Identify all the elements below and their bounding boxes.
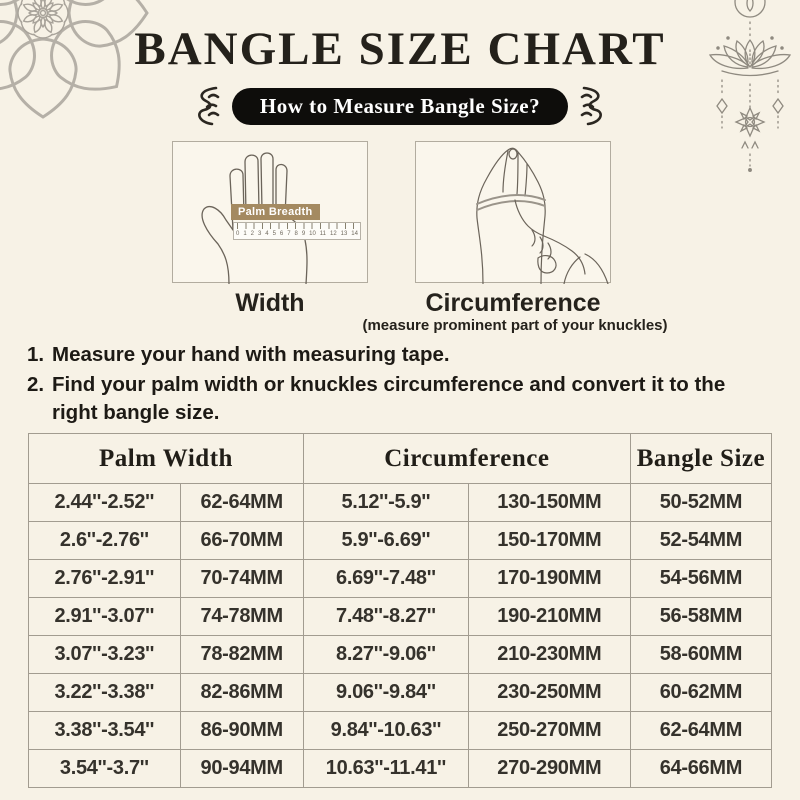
badge-row [0,84,800,128]
hand-circumference-illustration-icon [416,142,612,284]
size-cell: 190-210MM [468,598,630,636]
header-circumference: Circumference [303,434,630,484]
size-cell: 9.84''-10.63'' [303,712,468,750]
page-title: BANGLE SIZE CHART [134,23,666,75]
ruler-number: 0 [236,231,240,237]
size-cell: 52-54MM [630,522,771,560]
ruler-number: 12 [329,231,337,237]
size-cell: 270-290MM [468,750,630,788]
ruler-number: 1 [243,231,247,237]
header-palm-width: Palm Width [29,434,304,484]
curly-flourish-left-icon [188,85,222,127]
ruler-number: 10 [309,231,316,237]
size-cell: 3.07''-3.23'' [29,636,181,674]
size-cell: 82-86MM [180,674,303,712]
width-caption: Width [235,289,305,317]
size-cell: 170-190MM [468,560,630,598]
table-header-row [29,434,772,484]
table-row [29,750,772,788]
header-bangle-size: Bangle Size [630,434,771,484]
ruler-number: 14 [351,231,358,237]
size-cell: 7.48''-8.27'' [303,598,468,636]
palm-breadth-label: Palm Breadth [231,204,320,220]
size-cell: 58-60MM [630,636,771,674]
ruler [233,222,361,240]
size-cell: 5.9''-6.69'' [303,522,468,560]
how-to-measure-badge: How to Measure Bangle Size? [232,88,568,125]
circumference-caption: Circumference [425,289,601,317]
size-cell: 62-64MM [630,712,771,750]
size-table-body [29,484,772,788]
size-cell: 6.69''-7.48'' [303,560,468,598]
size-cell: 3.54''-3.7'' [29,750,181,788]
instructions-list [27,341,757,429]
size-cell: 2.91''-3.07'' [29,598,181,636]
table-row [29,522,772,560]
size-cell: 3.38''-3.54'' [29,712,181,750]
size-cell: 64-66MM [630,750,771,788]
instruction-text: Measure your hand with measuring tape. [52,343,450,366]
size-cell: 130-150MM [468,484,630,522]
size-cell: 230-250MM [468,674,630,712]
size-cell: 50-52MM [630,484,771,522]
size-cell: 3.22''-3.38'' [29,674,181,712]
size-cell: 70-74MM [180,560,303,598]
ruler-number: 9 [301,231,306,237]
table-row [29,484,772,522]
width-illustration-box [172,141,368,283]
ruler-number: 8 [294,231,298,237]
ruler-number: 7 [287,231,291,237]
size-cell: 9.06''-9.84'' [303,674,468,712]
table-row [29,560,772,598]
ruler-number: 3 [257,231,262,237]
table-row [29,674,772,712]
size-cell: 2.44''-2.52'' [29,484,181,522]
ruler-number: 4 [265,231,269,237]
size-cell: 86-90MM [180,712,303,750]
size-cell: 150-170MM [468,522,630,560]
size-cell: 54-56MM [630,560,771,598]
circumference-subcaption: (measure prominent part of your knuckles) [362,317,668,334]
instruction-text: Find your palm width or knuckles circumference and convert it to the right bangle size. [52,373,726,424]
instruction-item [27,341,757,369]
instruction-number: 1. [27,343,45,366]
ruler-numbers [236,230,358,239]
size-cell: 90-94MM [180,750,303,788]
size-cell: 2.6''-2.76'' [29,522,181,560]
size-cell: 78-82MM [180,636,303,674]
size-cell: 74-78MM [180,598,303,636]
instruction-number: 2. [27,373,45,396]
size-cell: 56-58MM [630,598,771,636]
circumference-illustration-box [415,141,611,283]
ruler-number: 11 [319,231,327,237]
ruler-number: 6 [279,231,284,237]
size-cell: 60-62MM [630,674,771,712]
size-cell: 8.27''-9.06'' [303,636,468,674]
ruler-number: 5 [272,231,276,237]
size-cell: 210-230MM [468,636,630,674]
size-cell: 10.63''-11.41'' [303,750,468,788]
size-cell: 5.12''-5.9'' [303,484,468,522]
size-cell: 66-70MM [180,522,303,560]
curly-flourish-right-icon [578,85,612,127]
table-row [29,598,772,636]
size-cell: 250-270MM [468,712,630,750]
table-row [29,712,772,750]
table-row [29,636,772,674]
size-cell: 2.76''-2.91'' [29,560,181,598]
ruler-number: 13 [340,231,348,237]
ruler-number: 2 [250,231,254,237]
size-cell: 62-64MM [180,484,303,522]
size-table [28,433,772,788]
instruction-item [27,371,757,427]
